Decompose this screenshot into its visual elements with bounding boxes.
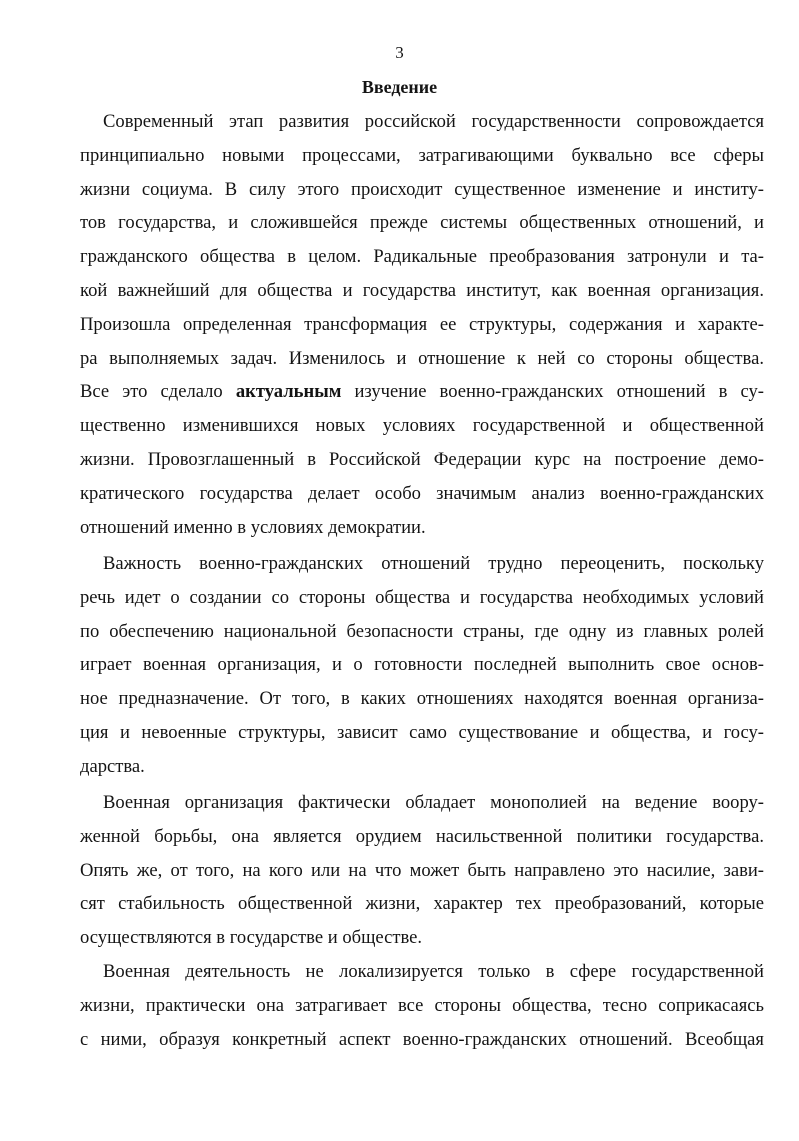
text-line: дарства.: [80, 755, 145, 777]
text-line: осуществляются в государстве и обществе.: [80, 927, 423, 949]
text-line: ное предназначение. От того, в каких отношениях находятся военная организа-: [80, 688, 764, 710]
text-line: [80, 375, 764, 409]
text-segment: Все это сделало: [80, 381, 236, 403]
paragraph-3: [80, 786, 764, 955]
text-line: принципиально новыми процессами, затрагивающими буквально все сферы: [80, 144, 764, 166]
text-line: Произошла определенная трансформация ее структуры, содержания и характе-: [80, 313, 764, 335]
text-line: жизни социума. В силу этого происходит существенное изменение и институ-: [80, 178, 764, 200]
section-title: Введение: [361, 77, 438, 97]
text-line: сят стабильность общественной жизни, характер тех преобразований, которые: [80, 893, 764, 915]
text-line: с ними, образуя конкретный аспект военно-гражданских отношений. Всеобщая: [80, 1028, 764, 1050]
text-segment: изучение военно-гражданских отношений в су-: [341, 381, 764, 403]
page-number: 3: [395, 43, 404, 62]
text-line: играет военная организация, и о готовности последней выполнить свое основ-: [80, 654, 764, 676]
text-line: речь идет о создании со стороны общества и государства необходимых условий: [80, 586, 764, 608]
text-line: жизни. Провозглашенный в Российской Федерации курс на построение демо-: [80, 448, 764, 470]
paragraph-4: [80, 955, 764, 1056]
paragraph-2: [80, 547, 764, 784]
text-line: ция и невоенные структуры, зависит само существование и общества, и госу-: [80, 721, 764, 743]
paragraph-1: [80, 105, 764, 544]
text-line: ра выполняемых задач. Изменилось и отношение к ней со стороны общества.: [80, 347, 764, 369]
text-line: кой важнейший для общества и государства институт, как военная организация.: [80, 279, 764, 301]
text-line: по обеспечению национальной безопасности страны, где одну из главных ролей: [80, 620, 764, 642]
text-line: женной борьбы, она является орудием насильственной политики государства.: [80, 825, 764, 847]
text-line: гражданского общества в целом. Радикальные преобразования затронули и та-: [80, 246, 764, 268]
text-line: Современный этап развития российской государственности сопровождается: [103, 111, 764, 132]
text-line: Важность военно-гражданских отношений трудно переоценить, поскольку: [103, 553, 764, 574]
text-line: тов государства, и сложившейся прежде системы общественных отношений, и: [80, 212, 764, 234]
emphasis-term: актуальным: [235, 381, 342, 403]
text-line: Военная организация фактически обладает монополией на ведение воору-: [103, 792, 764, 813]
text-line: Опять же, от того, на кого или на что может быть направлено это насилие, зави-: [80, 859, 764, 881]
text-line: жизни, практически она затрагивает все стороны общества, тесно соприкасаясь: [80, 994, 764, 1016]
text-line: щественно изменившихся новых условиях государственной и общественной: [80, 415, 764, 437]
text-line: Военная деятельность не локализируется только в сфере государственной: [103, 961, 764, 982]
text-line: кратического государства делает особо значимым анализ военно-гражданских: [80, 482, 764, 504]
text-line: отношений именно в условиях демократии.: [80, 516, 426, 538]
